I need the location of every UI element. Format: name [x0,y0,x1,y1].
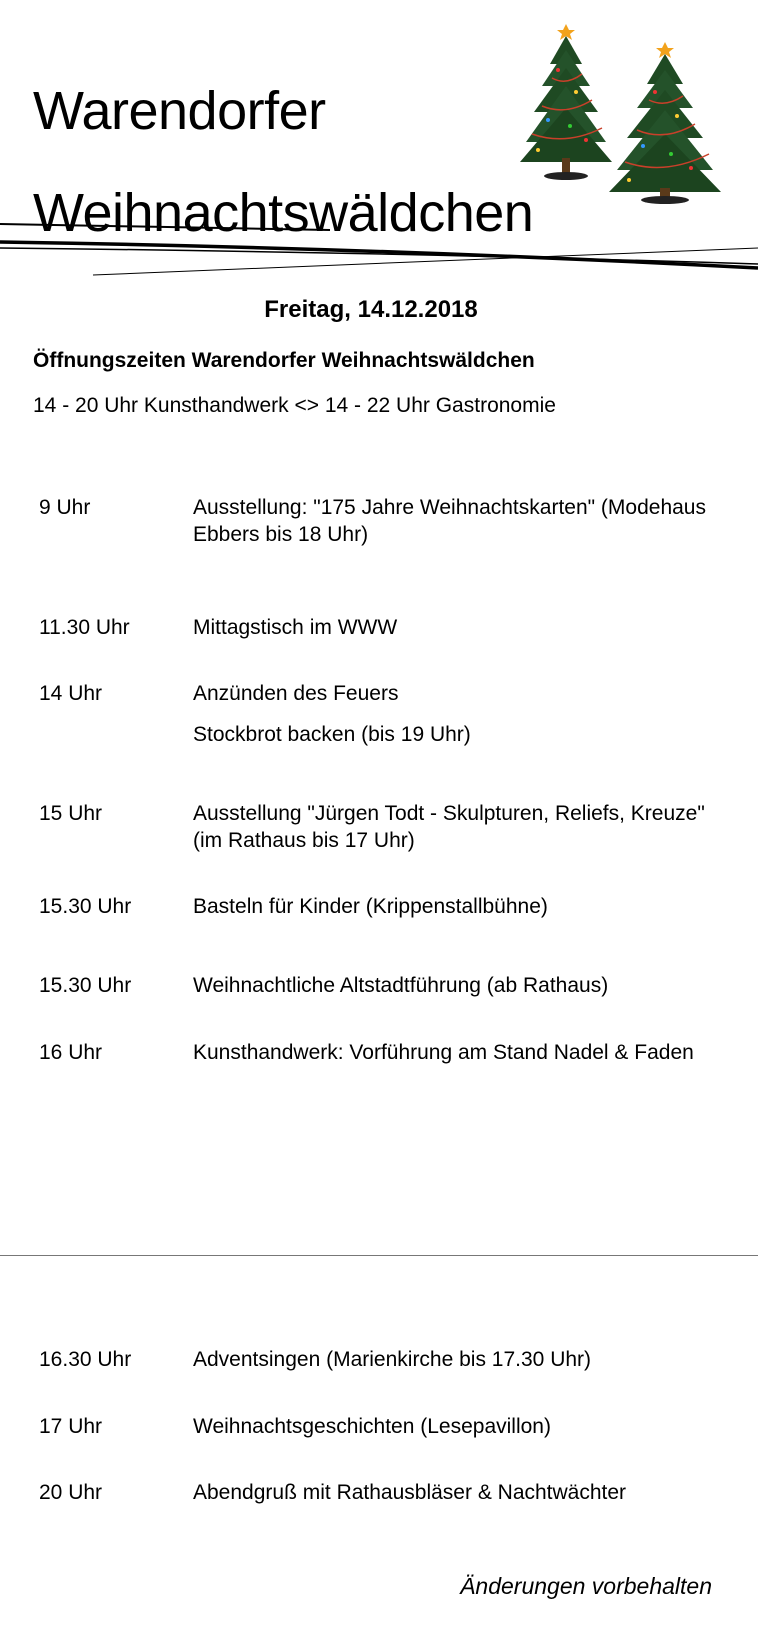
schedule-time: 16.30 Uhr [39,1348,132,1371]
schedule-time: 15.30 Uhr [39,974,132,997]
schedule-time: 20 Uhr [39,1481,103,1504]
christmas-tree-icon [520,24,612,180]
schedule-description: Ausstellung "Jürgen Todt - Skulpturen, Reliefs, Kreuze" (im Rathaus bis 17 Uhr) [193,802,705,852]
schedule-description: Weihnachtsgeschichten (Lesepavillon) [193,1415,551,1438]
title-line-2: Weihnachtswäldchen [33,183,534,243]
schedule-description: Anzünden des Feuers [193,682,399,705]
header-decoration [0,0,758,290]
event-date: Freitag, 14.12.2018 [264,296,478,323]
footer-note: Änderungen vorbehalten [460,1573,712,1599]
schedule-time: 16 Uhr [39,1041,103,1064]
schedule-description: Weihnachtliche Altstadtführung (ab Rathaus) [193,974,609,997]
christmas-tree-icon [609,42,721,204]
opening-hours-title: Öffnungszeiten Warendorfer Weihnachtswäldchen [33,349,535,372]
decorative-lines [0,224,758,275]
opening-hours: 14 - 20 Uhr Kunsthandwerk <> 14 - 22 Uhr Gastronomie [33,394,556,417]
schedule-time: 17 Uhr [39,1415,103,1438]
schedule-description: Ausstellung: "175 Jahre Weihnachtskarten" (Modehaus Ebbers bis 18 Uhr) [193,496,706,546]
schedule-description: Mittagstisch im WWW [193,616,398,639]
schedule-time: 15 Uhr [39,802,103,825]
schedule-time: 15.30 Uhr [39,895,132,918]
schedule-description: Stockbrot backen (bis 19 Uhr) [193,723,471,746]
schedule-description: Basteln für Kinder (Krippenstallbühne) [193,895,548,918]
title-line-1: Warendorfer [33,81,326,141]
schedule-description: Kunsthandwerk: Vorführung am Stand Nadel & Faden [193,1041,694,1064]
schedule-description: Abendgruß mit Rathausbläser & Nachtwächter [193,1481,627,1504]
schedule-time: 14 Uhr [39,682,103,705]
schedule-time: 9 Uhr [39,496,91,519]
schedule-description: Adventsingen (Marienkirche bis 17.30 Uhr) [193,1348,592,1371]
schedule-time: 11.30 Uhr [39,616,130,639]
page-divider [0,1255,758,1256]
